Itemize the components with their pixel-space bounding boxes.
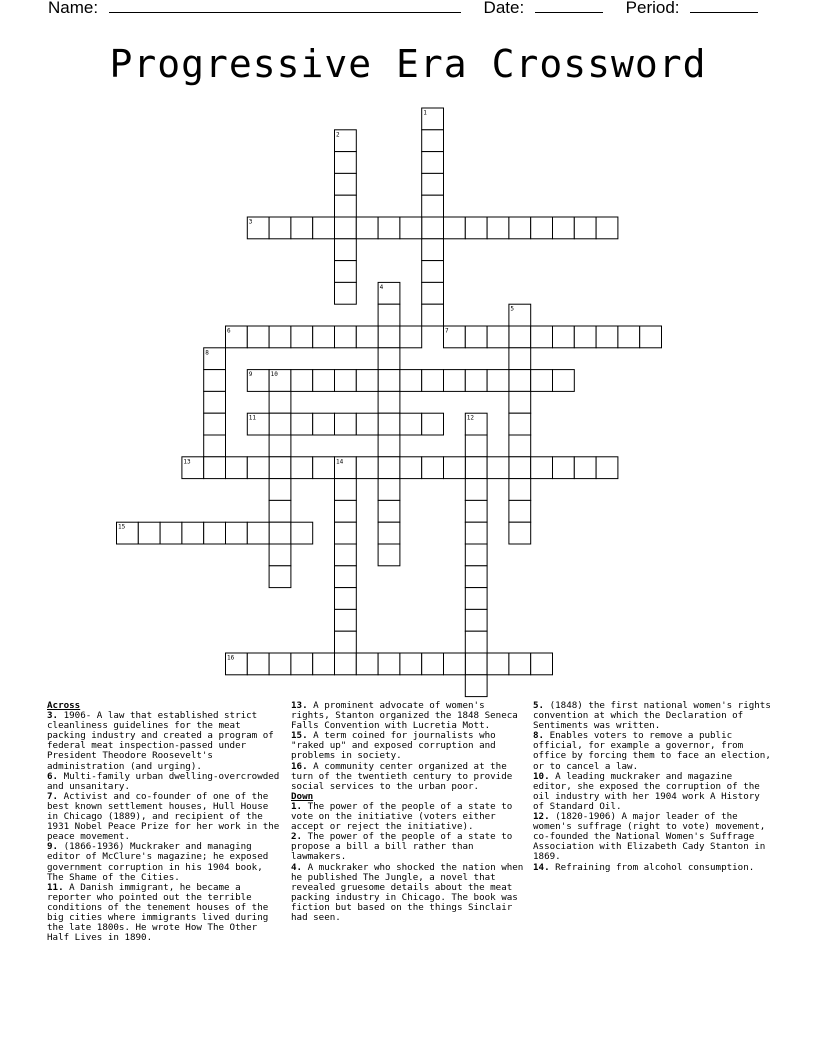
grid-cell[interactable] (378, 500, 400, 522)
clue-item (291, 762, 525, 792)
grid-cell[interactable] (247, 457, 269, 479)
grid-cell[interactable] (378, 544, 400, 566)
grid-cell[interactable] (378, 457, 400, 479)
clue-item-text: A term coined for journalists who "raked up" and exposed corruption and problems in society. (291, 730, 496, 762)
clue-item-text: (1848) the first national women's rights convention at which the Declaration of Sentiments was written. (533, 700, 771, 732)
date-label: Date: (483, 0, 525, 17)
grid-cell[interactable] (313, 217, 335, 239)
grid-cell[interactable] (465, 653, 487, 675)
grid-cell[interactable] (335, 152, 357, 174)
grid-cell[interactable] (378, 522, 400, 544)
grid-cell[interactable] (465, 479, 487, 501)
clue-item (533, 701, 773, 731)
clue-item-number: 10. (533, 770, 550, 782)
clue-item (291, 863, 525, 924)
grid-cell[interactable] (335, 370, 357, 392)
grid-cell[interactable] (356, 370, 378, 392)
grid-cell[interactable] (335, 239, 357, 261)
grid-cell[interactable] (422, 413, 444, 435)
clue-item-text: A leading muckraker and magazine editor, she exposed the corruption of the oil industry with her 1904 work A History of Standard Oil. (533, 770, 760, 812)
grid-cell[interactable] (335, 566, 357, 588)
clue-item-text: The power of the people of a state to vote on the initiative (voters either accept or reject the initiative). (291, 800, 513, 833)
grid-cell[interactable] (204, 457, 226, 479)
grid-cell[interactable] (247, 522, 269, 544)
grid-cell[interactable] (487, 217, 509, 239)
grid-cell[interactable] (204, 522, 226, 544)
clue-item-text: Enables voters to remove a public official, for example a governor, from office by forcing them to face an election, or to cancel a law. (533, 730, 771, 772)
grid-cell[interactable] (378, 435, 400, 457)
clue-item-number: 15. (291, 730, 308, 742)
grid-cell[interactable] (444, 370, 466, 392)
grid-cell[interactable] (553, 326, 575, 348)
grid-cell[interactable] (269, 457, 291, 479)
grid-cell[interactable] (291, 217, 313, 239)
clue-item-text: A Danish immigrant, he became a reporter who pointed out the terrible conditions of the tenement houses of the big cities where immigrants lived during the late 1800s. He wrote How The Other Half Lives in 1890. (47, 881, 269, 944)
grid-cell[interactable] (378, 326, 400, 348)
grid-cell[interactable] (226, 522, 248, 544)
grid-cell[interactable] (269, 413, 291, 435)
grid-cell[interactable] (444, 653, 466, 675)
grid-cell[interactable] (574, 326, 596, 348)
grid-cell[interactable] (509, 370, 531, 392)
grid-cell[interactable] (313, 457, 335, 479)
clue-number-1: 1 (423, 109, 427, 117)
grid-cell[interactable] (269, 435, 291, 457)
grid-cell[interactable] (596, 217, 618, 239)
grid-cell[interactable] (422, 217, 444, 239)
grid-cell[interactable] (138, 522, 160, 544)
grid-cell[interactable] (335, 544, 357, 566)
grid-cell[interactable] (422, 282, 444, 304)
clue-number-14: 14 (336, 458, 344, 466)
clue-item (533, 731, 773, 771)
grid-cell[interactable] (400, 413, 422, 435)
grid-cell[interactable] (160, 522, 182, 544)
clue-item-number: 1. (291, 800, 303, 812)
grid-cell[interactable] (509, 500, 531, 522)
grid-cell[interactable] (509, 326, 531, 348)
grid-cell[interactable] (269, 326, 291, 348)
clue-item (291, 701, 525, 731)
grid-cell[interactable] (269, 566, 291, 588)
clue-item-text: Refraining from alcohol consumption. (549, 861, 755, 873)
grid-cell[interactable] (509, 348, 531, 370)
clues-column-1 (47, 701, 281, 943)
grid-cell[interactable] (531, 653, 553, 675)
clue-item-number: 2. (291, 831, 303, 843)
grid-cell[interactable] (640, 326, 662, 348)
grid-cell[interactable] (204, 413, 226, 435)
clue-item-number: 13. (291, 700, 308, 711)
grid-cell[interactable] (531, 370, 553, 392)
clue-section-heading: Down (291, 790, 314, 802)
grid-cell[interactable] (465, 631, 487, 653)
grid-cell[interactable] (269, 391, 291, 413)
grid-cell[interactable] (509, 391, 531, 413)
grid-cell[interactable] (335, 217, 357, 239)
grid-cell[interactable] (509, 217, 531, 239)
grid-cell[interactable] (465, 500, 487, 522)
grid-cell[interactable] (378, 217, 400, 239)
grid-cell[interactable] (487, 653, 509, 675)
clue-item-number: 8. (533, 730, 545, 742)
grid-cell[interactable] (247, 653, 269, 675)
grid-cell[interactable] (509, 457, 531, 479)
grid-cell[interactable] (378, 479, 400, 501)
clue-item-number: 11. (47, 881, 64, 893)
grid-cell[interactable] (509, 522, 531, 544)
grid-cell[interactable] (269, 522, 291, 544)
grid-cell[interactable] (465, 217, 487, 239)
clue-item (291, 802, 525, 832)
grid-cell[interactable] (356, 217, 378, 239)
grid-cell[interactable] (335, 282, 357, 304)
grid-cell[interactable] (465, 522, 487, 544)
grid-cell[interactable] (378, 413, 400, 435)
grid-cell[interactable] (531, 457, 553, 479)
grid-cell[interactable] (204, 370, 226, 392)
clue-number-7: 7 (445, 327, 449, 335)
grid-cell[interactable] (465, 609, 487, 631)
grid-cell[interactable] (422, 261, 444, 283)
grid-cell[interactable] (444, 457, 466, 479)
grid-cell[interactable] (378, 304, 400, 326)
clue-number-16: 16 (227, 654, 235, 662)
grid-cell[interactable] (291, 653, 313, 675)
grid-cell[interactable] (313, 653, 335, 675)
grid-cell[interactable] (618, 326, 640, 348)
clue-item (533, 772, 773, 812)
clues-column-2 (291, 701, 525, 923)
clue-item-number: 9. (47, 841, 59, 853)
clue-number-11: 11 (248, 414, 257, 422)
grid-cell[interactable] (291, 326, 313, 348)
grid-cell[interactable] (400, 370, 422, 392)
grid-cell[interactable] (400, 653, 422, 675)
clue-section-heading: Across (47, 700, 81, 711)
grid-cell[interactable] (531, 326, 553, 348)
grid-cell[interactable] (335, 195, 357, 217)
grid-cell[interactable] (291, 457, 313, 479)
clue-item-number: 12. (533, 811, 550, 823)
grid-cell[interactable] (509, 479, 531, 501)
clue-number-15: 15 (118, 523, 126, 531)
clue-number-6: 6 (227, 327, 231, 335)
clue-item (533, 863, 773, 873)
clue-item-text: (1866-1936) Muckraker and managing editor of McClure's magazine; he exposed government corruption in his 1904 book, The Shame of the Cities. (47, 841, 269, 883)
grid-cell[interactable] (487, 370, 509, 392)
grid-cell[interactable] (378, 653, 400, 675)
clue-item (291, 731, 525, 761)
grid-cell[interactable] (422, 195, 444, 217)
grid-cell[interactable] (509, 413, 531, 435)
clue-item-text: The power of the people of a state to propose a bill a bill rather than lawmakers. (291, 831, 513, 863)
clue-item-number: 4. (291, 861, 303, 873)
clue-item (533, 812, 773, 862)
grid-cell[interactable] (422, 304, 444, 326)
grid-cell[interactable] (204, 435, 226, 457)
grid-cell[interactable] (335, 522, 357, 544)
grid-cell[interactable] (465, 588, 487, 610)
grid-cell[interactable] (269, 217, 291, 239)
clue-item-text: A muckraker who shocked the nation when he published The Jungle, a novel that revealed gruesome details about the meat packing industry in Chicago. The book was fiction but based on the things Sinclair had seen. (291, 861, 524, 923)
grid-cell[interactable] (335, 653, 357, 675)
grid-cell[interactable] (335, 500, 357, 522)
grid-cell[interactable] (335, 631, 357, 653)
clue-item (47, 842, 281, 882)
grid-cell[interactable] (335, 609, 357, 631)
grid-cell[interactable] (422, 152, 444, 174)
grid-cell[interactable] (465, 566, 487, 588)
grid-cell[interactable] (226, 457, 248, 479)
grid-cell[interactable] (444, 217, 466, 239)
clue-number-10: 10 (270, 371, 278, 379)
grid-cell[interactable] (422, 370, 444, 392)
grid-cell[interactable] (335, 173, 357, 195)
grid-cell[interactable] (291, 413, 313, 435)
clue-number-8: 8 (205, 349, 209, 357)
grid-cell[interactable] (291, 370, 313, 392)
clue-item-text: A community center organized at the turn of the twentieth century to provide social services to the urban poor. (291, 760, 513, 792)
grid-cell[interactable] (335, 588, 357, 610)
grid-cell[interactable] (269, 653, 291, 675)
grid-cell[interactable] (356, 457, 378, 479)
grid-cell[interactable] (247, 326, 269, 348)
grid-cell[interactable] (335, 479, 357, 501)
clue-item-text: (1820-1906) A major leader of the women's suffrage (right to vote) movement, co-founded the National Women's Suffrage Association with Elizabeth Cady Stanton in 1869. (533, 811, 766, 863)
clue-item-text: A prominent advocate of women's rights, Stanton organized the 1848 Seneca Falls Convention with Lucretia Mott. (291, 700, 518, 732)
grid-cell[interactable] (269, 500, 291, 522)
grid-cell[interactable] (553, 457, 575, 479)
grid-cell[interactable] (313, 370, 335, 392)
grid-cell[interactable] (400, 457, 422, 479)
clue-number-5: 5 (510, 305, 515, 313)
name-label: Name: (48, 0, 99, 17)
grid-cell[interactable] (465, 370, 487, 392)
grid-cell[interactable] (291, 522, 313, 544)
grid-cell[interactable] (422, 457, 444, 479)
grid-cell[interactable] (204, 391, 226, 413)
grid-cell[interactable] (596, 326, 618, 348)
clue-number-12: 12 (466, 414, 475, 422)
grid-cell[interactable] (509, 653, 531, 675)
grid-cell[interactable] (553, 370, 575, 392)
grid-cell[interactable] (465, 326, 487, 348)
grid-cell[interactable] (422, 173, 444, 195)
grid-cell[interactable] (422, 130, 444, 152)
grid-cell[interactable] (487, 326, 509, 348)
grid-cell[interactable] (400, 217, 422, 239)
grid-cell[interactable] (465, 435, 487, 457)
grid-cell[interactable] (356, 326, 378, 348)
grid-cell[interactable] (596, 457, 618, 479)
clue-item (47, 792, 281, 842)
grid-cell[interactable] (269, 544, 291, 566)
clue-item-number: 3. (47, 710, 59, 722)
clue-item-number: 5. (533, 700, 545, 711)
period-label: Period: (625, 0, 680, 17)
clue-number-4: 4 (379, 283, 384, 291)
clues-column-3 (533, 701, 773, 873)
grid-cell[interactable] (400, 326, 422, 348)
grid-cell[interactable] (356, 653, 378, 675)
grid-cell[interactable] (335, 413, 357, 435)
clue-number-13: 13 (183, 458, 191, 466)
clue-item-text: Activist and co-founder of one of the best known settlement houses, Hull House in Chicago (1889), and recipient of the 1931 Nobel Peace Prize for her work in the peace movement. (47, 790, 280, 843)
clue-item-number: 14. (533, 861, 550, 873)
grid-cell[interactable] (465, 457, 487, 479)
grid-cell[interactable] (356, 413, 378, 435)
grid-cell[interactable] (574, 217, 596, 239)
grid-cell[interactable] (378, 348, 400, 370)
grid-cell[interactable] (313, 326, 335, 348)
clue-item-text: Multi-family urban dwelling-overcrowded and unsanitary. (47, 770, 280, 792)
clue-item-number: 16. (291, 760, 308, 772)
grid-cell[interactable] (531, 217, 553, 239)
clue-item (291, 832, 525, 862)
clue-item (47, 772, 281, 792)
grid-cell[interactable] (378, 370, 400, 392)
grid-cell[interactable] (378, 391, 400, 413)
grid-cell[interactable] (335, 326, 357, 348)
grid-cell[interactable] (487, 457, 509, 479)
clue-number-3: 3 (248, 218, 253, 226)
clue-number-2: 2 (336, 131, 340, 139)
clue-item-text: 1906- A law that established strict cleanliness guidelines for the meat packing industry and created a program of federal meat inspection-passed under President Theodore Roosevelt's administration (and urging). (47, 710, 274, 772)
grid-cell[interactable] (465, 675, 487, 697)
clue-item-number: 6. (47, 770, 59, 782)
grid-cell[interactable] (465, 544, 487, 566)
grid-cell[interactable] (574, 457, 596, 479)
grid-cell[interactable] (182, 522, 204, 544)
clue-item-number: 7. (47, 790, 59, 802)
clue-item (47, 711, 281, 772)
clue-number-9: 9 (248, 371, 253, 379)
page-title: Progressive Era Crossword (109, 42, 707, 86)
clue-item (47, 883, 281, 944)
grid-cell[interactable] (553, 217, 575, 239)
grid-cell[interactable] (422, 239, 444, 261)
grid-cell[interactable] (269, 479, 291, 501)
grid-cell[interactable] (422, 653, 444, 675)
grid-cell[interactable] (335, 261, 357, 283)
grid-cell[interactable] (509, 435, 531, 457)
grid-cell[interactable] (313, 413, 335, 435)
